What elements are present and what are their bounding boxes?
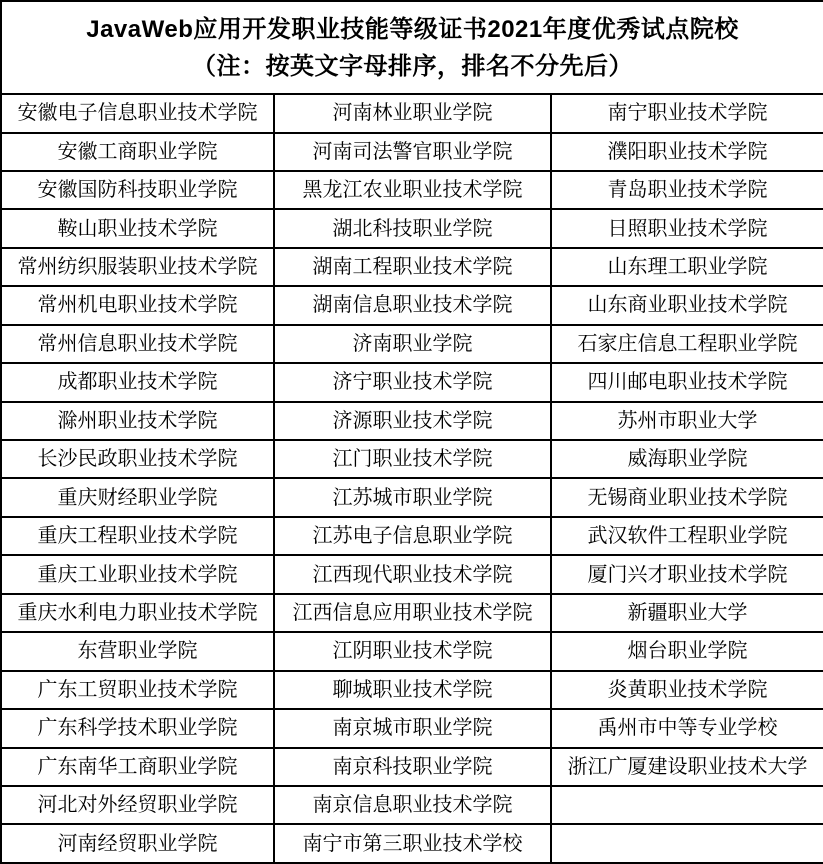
institution-cell: 江阴职业技术学院 — [274, 632, 551, 670]
institution-cell: 湖北科技职业学院 — [274, 209, 551, 247]
table-row — [1, 171, 823, 209]
institution-cell: 重庆财经职业学院 — [1, 478, 274, 516]
institution-cell: 鞍山职业技术学院 — [1, 209, 274, 247]
institution-cell: 长沙民政职业技术学院 — [1, 440, 274, 478]
institution-cell: 江苏城市职业学院 — [274, 478, 551, 516]
institution-cell: 东营职业学院 — [1, 632, 274, 670]
institution-cell: 济南职业学院 — [274, 325, 551, 363]
institution-cell: 南京城市职业学院 — [274, 709, 551, 747]
table-row — [1, 517, 823, 555]
institution-cell: 日照职业技术学院 — [551, 209, 823, 247]
institution-cell: 山东理工职业学院 — [551, 248, 823, 286]
institution-cell: 济宁职业技术学院 — [274, 363, 551, 401]
institution-cell: 黑龙江农业职业技术学院 — [274, 171, 551, 209]
institution-cell: 重庆工程职业技术学院 — [1, 517, 274, 555]
institution-cell: 江西信息应用职业技术学院 — [274, 594, 551, 632]
page-title: JavaWeb应用开发职业技能等级证书2021年度优秀试点院校 — [86, 15, 739, 43]
institution-cell: 常州纺织服装职业技术学院 — [1, 248, 274, 286]
institution-cell: 常州机电职业技术学院 — [1, 286, 274, 324]
institution-cell: 聊城职业技术学院 — [274, 671, 551, 709]
institution-cell: 南宁职业技术学院 — [551, 94, 823, 132]
institution-cell: 厦门兴才职业技术学院 — [551, 555, 823, 593]
institution-cell: 河北对外经贸职业学院 — [1, 786, 274, 824]
table-body — [1, 1, 823, 863]
table-row — [1, 709, 823, 747]
institution-cell: 烟台职业学院 — [551, 632, 823, 670]
institution-cell: 南宁市第三职业技术学校 — [274, 824, 551, 863]
institution-cell: 常州信息职业技术学院 — [1, 325, 274, 363]
table-row — [1, 671, 823, 709]
institution-cell: 武汉软件工程职业学院 — [551, 517, 823, 555]
institution-cell: 江门职业技术学院 — [274, 440, 551, 478]
table-row — [1, 824, 823, 863]
institution-cell: 南京信息职业技术学院 — [274, 786, 551, 824]
institution-cell: 广东工贸职业技术学院 — [1, 671, 274, 709]
institution-cell: 青岛职业技术学院 — [551, 171, 823, 209]
table-row — [1, 209, 823, 247]
institution-cell: 河南林业职业学院 — [274, 94, 551, 132]
table-row — [1, 402, 823, 440]
table-row — [1, 786, 823, 824]
table-row — [1, 286, 823, 324]
table-row — [1, 478, 823, 516]
institution-cell: 苏州市职业大学 — [551, 402, 823, 440]
institution-cell: 江西现代职业技术学院 — [274, 555, 551, 593]
table-row — [1, 555, 823, 593]
table-row — [1, 594, 823, 632]
institution-cell: 四川邮电职业技术学院 — [551, 363, 823, 401]
table-row — [1, 632, 823, 670]
institution-cell — [551, 786, 823, 824]
institution-cell: 无锡商业职业技术学院 — [551, 478, 823, 516]
table-row — [1, 248, 823, 286]
institution-cell: 安徽工商职业学院 — [1, 133, 274, 171]
table-row — [1, 363, 823, 401]
institution-cell: 禹州市中等专业学校 — [551, 709, 823, 747]
table-row — [1, 133, 823, 171]
institution-cell: 炎黄职业技术学院 — [551, 671, 823, 709]
institution-cell: 广东科学技术职业学院 — [1, 709, 274, 747]
table-row — [1, 94, 823, 132]
page-subtitle: （注：按英文字母排序，排名不分先后） — [192, 52, 633, 80]
title-row — [1, 1, 823, 94]
institution-cell: 江苏电子信息职业学院 — [274, 517, 551, 555]
institution-cell: 成都职业技术学院 — [1, 363, 274, 401]
institution-cell: 濮阳职业技术学院 — [551, 133, 823, 171]
institution-cell: 重庆水利电力职业技术学院 — [1, 594, 274, 632]
institution-cell: 河南司法警官职业学院 — [274, 133, 551, 171]
institution-cell: 滁州职业技术学院 — [1, 402, 274, 440]
institution-cell: 山东商业职业技术学院 — [551, 286, 823, 324]
institution-cell: 安徽国防科技职业学院 — [1, 171, 274, 209]
institution-cell: 广东南华工商职业学院 — [1, 748, 274, 786]
institution-cell: 新疆职业大学 — [551, 594, 823, 632]
title-cell — [1, 1, 823, 94]
table-row — [1, 440, 823, 478]
institution-cell: 济源职业技术学院 — [274, 402, 551, 440]
table-row — [1, 748, 823, 786]
institution-cell: 河南经贸职业学院 — [1, 824, 274, 863]
institution-cell: 浙江广厦建设职业技术大学 — [551, 748, 823, 786]
institution-cell: 石家庄信息工程职业学院 — [551, 325, 823, 363]
table-row — [1, 325, 823, 363]
institution-cell — [551, 824, 823, 863]
institution-cell: 南京科技职业学院 — [274, 748, 551, 786]
institution-cell: 威海职业学院 — [551, 440, 823, 478]
institution-cell: 安徽电子信息职业技术学院 — [1, 94, 274, 132]
institution-cell: 湖南工程职业技术学院 — [274, 248, 551, 286]
institution-cell: 湖南信息职业技术学院 — [274, 286, 551, 324]
institution-cell: 重庆工业职业技术学院 — [1, 555, 274, 593]
